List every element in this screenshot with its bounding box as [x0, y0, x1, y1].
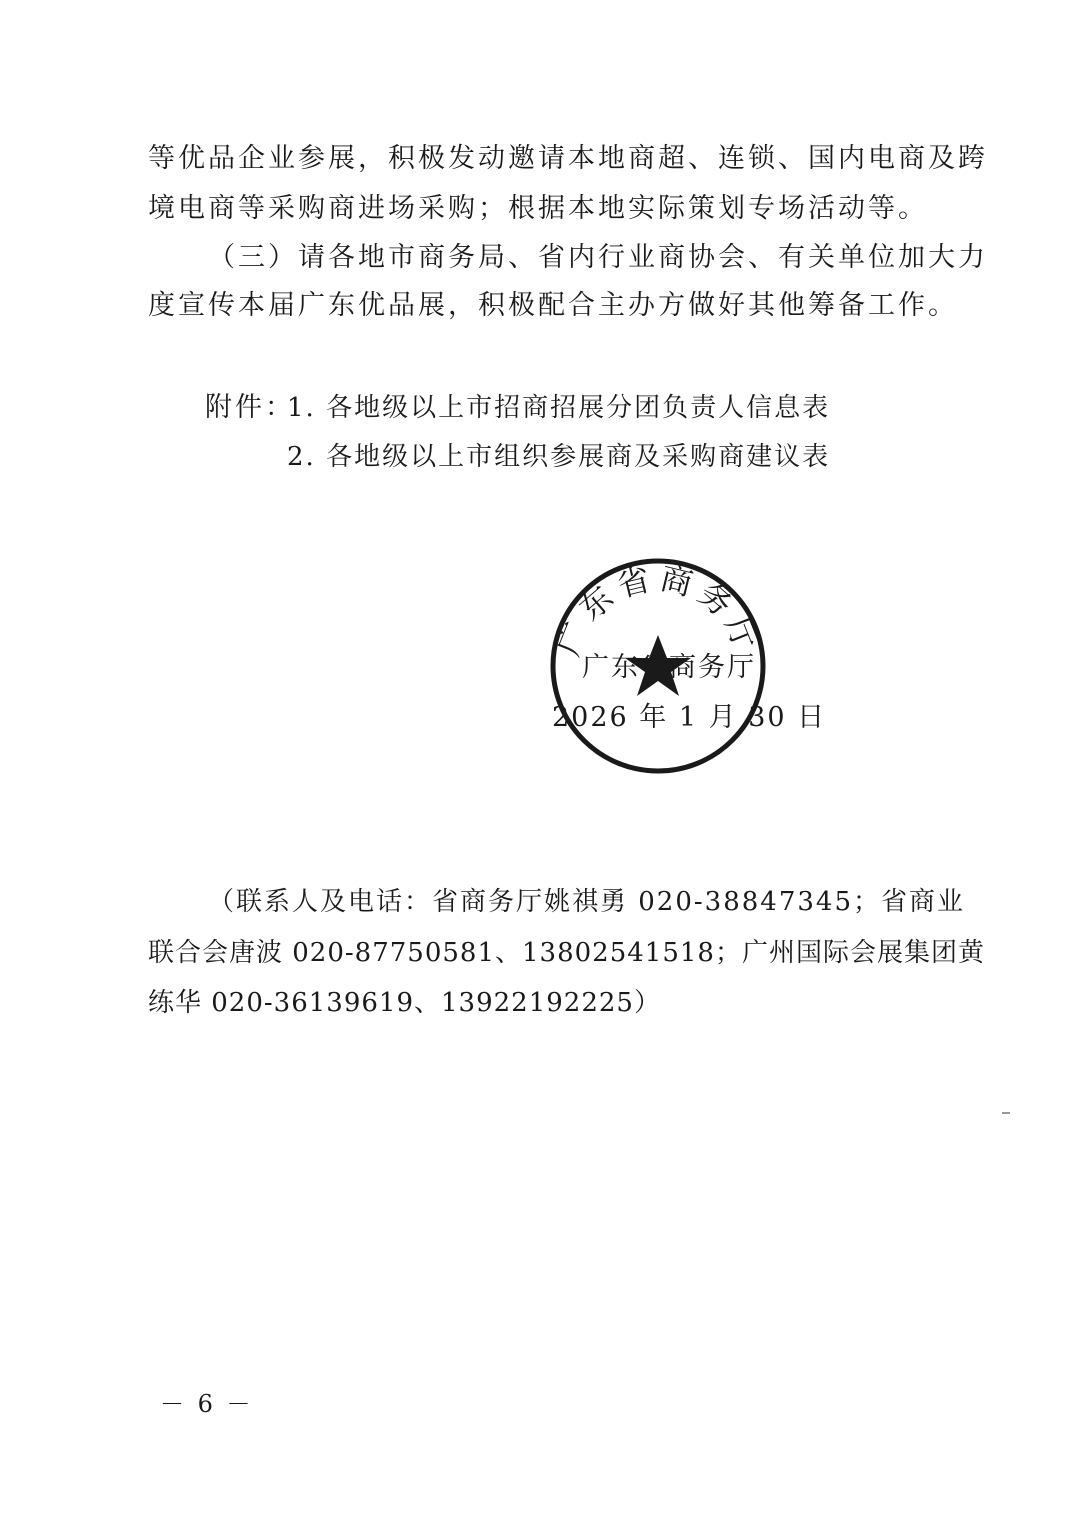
body-line-3: （三）请各地市商务局、省内行业商协会、有关单位加大力: [208, 242, 988, 273]
contact-line-2: 联合会唐波 020-87750581、13802541518；广州国际会展集团黄: [148, 938, 985, 968]
body-line-2: 境电商等采购商进场采购；根据本地实际策划专场活动等。: [148, 193, 928, 224]
body-line-4: 度宣传本届广东优品展，积极配合主办方做好其他筹备工作。: [148, 290, 958, 321]
scan-artifact: [1002, 1112, 1010, 1114]
body-line-1: 等优品企业参展，积极发动邀请本地商超、连锁、国内电商及跨: [148, 143, 988, 174]
contact-line-1: （联系人及电话：省商务厅姚祺勇 020-38847345；省商业: [208, 887, 966, 917]
signature-org: 广东省商务厅: [582, 652, 756, 683]
page-number: － 6 －: [160, 1390, 254, 1418]
signature-date: 2026 年 1 月 30 日: [552, 702, 827, 733]
seal-text: 广东省商务厅: [549, 558, 767, 661]
contact-line-3: 练华 020-36139619、13922192225）: [148, 988, 661, 1018]
attachments-label: 附件：: [205, 392, 295, 423]
attachment-item-1: 1. 各地级以上市招商招展分团负责人信息表: [287, 393, 831, 423]
attachment-item-2: 2. 各地级以上市组织参展商及采购商建议表: [287, 442, 831, 472]
